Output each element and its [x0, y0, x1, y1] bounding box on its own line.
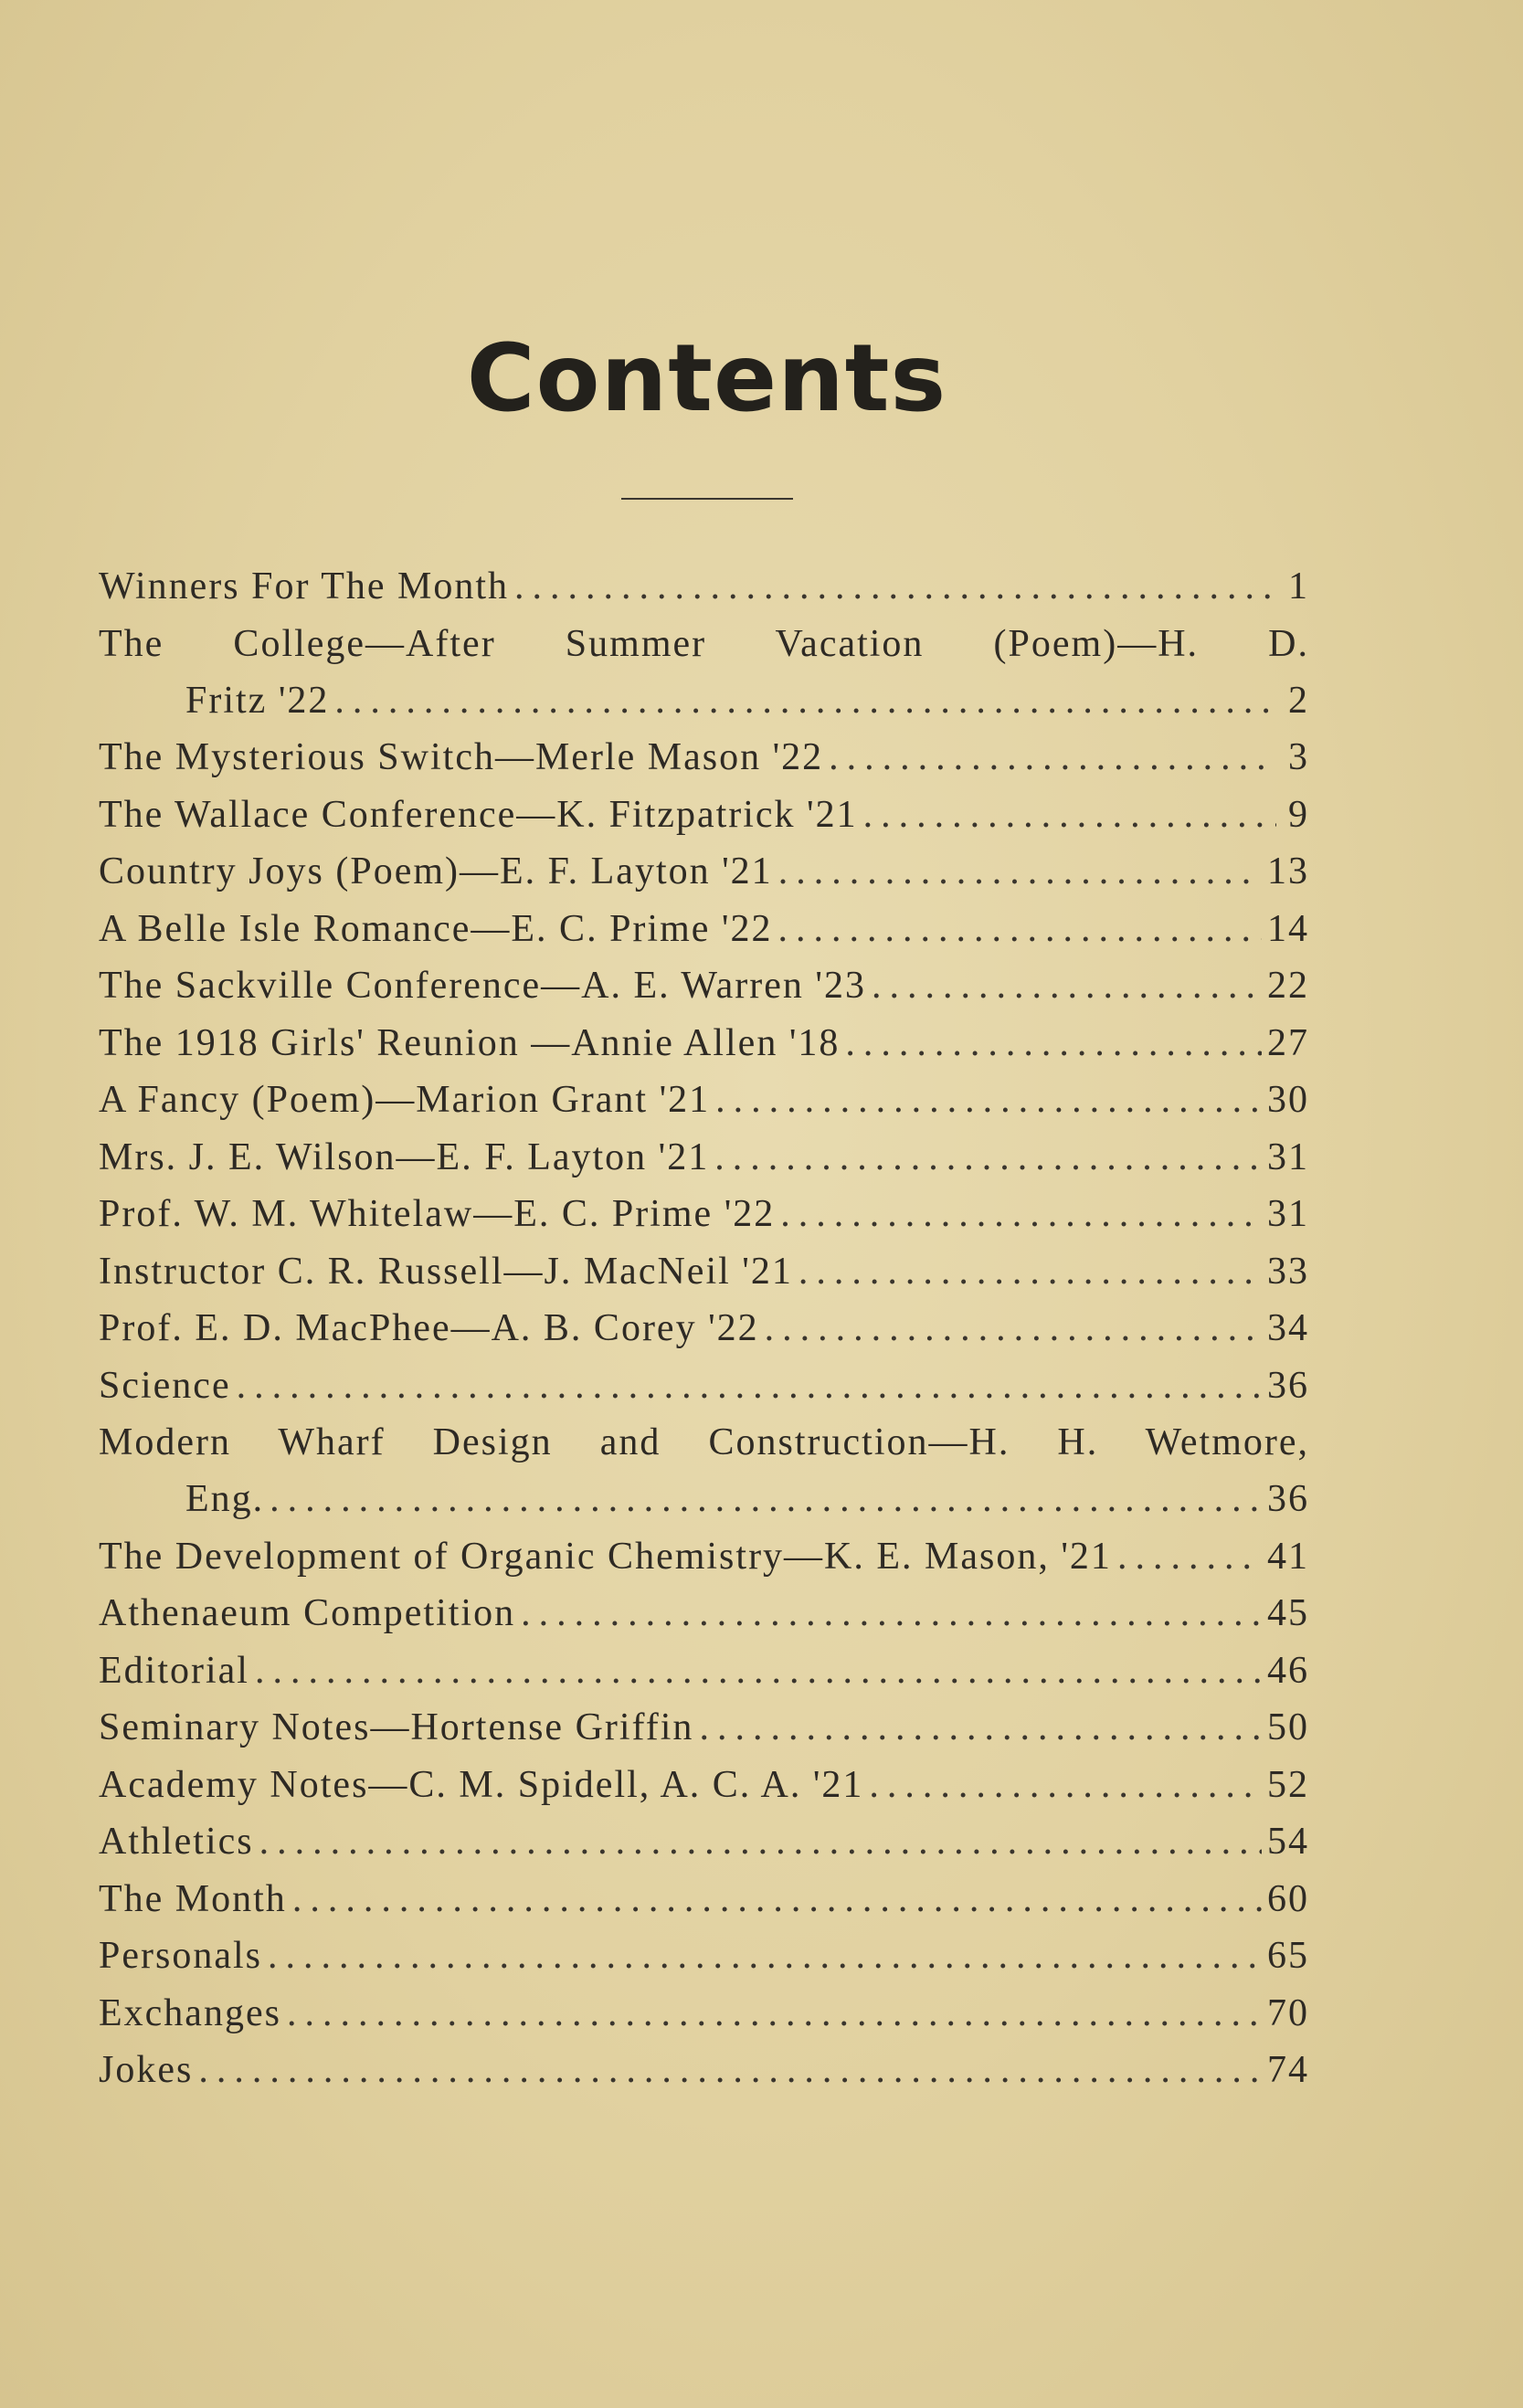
toc-entry-title: Personals — [99, 1935, 262, 1977]
dot-leader — [845, 1021, 1262, 1065]
toc-entry-page: 3 — [1288, 736, 1309, 778]
toc-entry-title: Fritz '22 — [185, 679, 330, 722]
table-of-contents — [99, 565, 1309, 2106]
dot-leader — [259, 1820, 1262, 1864]
toc-entry — [99, 907, 1309, 965]
toc-entry-title: Instructor C. R. Russell—J. MacNeil '21 — [99, 1250, 793, 1293]
toc-entry-title: Athenaeum Competition — [99, 1592, 516, 1634]
toc-entry-title: A Belle Isle Romance—E. C. Prime '22 — [99, 907, 773, 950]
toc-entry-title: The Development of Organic Chemistry—K. E. Mason, '21 — [99, 1535, 1112, 1578]
dot-leader — [198, 2048, 1262, 2092]
dot-leader — [699, 1706, 1262, 1749]
toc-entry — [99, 964, 1309, 1021]
dot-leader — [270, 1477, 1262, 1521]
toc-entry — [99, 1421, 1309, 1477]
dot-leader — [255, 1649, 1262, 1693]
toc-entry-page: 30 — [1267, 1079, 1309, 1121]
toc-entry-page: 45 — [1267, 1592, 1309, 1634]
toc-entry — [99, 1991, 1309, 2049]
dot-leader — [715, 1078, 1262, 1122]
toc-entry — [99, 1649, 1309, 1706]
dot-leader — [765, 1306, 1262, 1350]
toc-entry-continuation — [99, 1477, 1309, 1535]
toc-entry-title: The 1918 Girls' Reunion —Annie Allen '18 — [99, 1021, 841, 1064]
toc-entry — [99, 2048, 1309, 2106]
toc-entry — [99, 1934, 1309, 1991]
toc-entry — [99, 793, 1309, 850]
toc-entry-page: 13 — [1267, 850, 1309, 892]
toc-entry — [99, 1535, 1309, 1592]
toc-entry — [99, 622, 1309, 679]
toc-entry-page: 70 — [1267, 1991, 1309, 2034]
toc-entry-page: 14 — [1267, 907, 1309, 950]
toc-entry-title: The Sackville Conference—A. E. Warren '23 — [99, 965, 866, 1007]
toc-entry — [99, 565, 1309, 622]
toc-entry — [99, 1706, 1309, 1763]
toc-entry-title: Prof. E. D. MacPhee—A. B. Corey '22 — [99, 1307, 759, 1349]
toc-entry — [99, 1763, 1309, 1821]
toc-entry-page: 27 — [1267, 1021, 1309, 1064]
toc-entry-page: 2 — [1288, 679, 1309, 722]
toc-entry — [99, 1078, 1309, 1135]
toc-entry-page: 52 — [1267, 1763, 1309, 1806]
toc-entry-page: 65 — [1267, 1935, 1309, 1977]
dot-leader — [334, 679, 1276, 723]
toc-entry-page: 31 — [1267, 1193, 1309, 1235]
toc-entry — [99, 1021, 1309, 1079]
toc-entry-title: Modern Wharf Design and Construction—H. H. Wetmore, — [99, 1421, 1309, 1463]
toc-entry-title: Winners For The Month — [99, 565, 509, 607]
toc-entry-page: 60 — [1267, 1877, 1309, 1920]
dot-leader — [521, 1591, 1262, 1635]
toc-entry-title: A Fancy (Poem)—Marion Grant '21 — [99, 1079, 711, 1121]
toc-entry-title: Seminary Notes—Hortense Griffin — [99, 1706, 694, 1748]
toc-entry — [99, 850, 1309, 907]
toc-entry — [99, 1820, 1309, 1877]
dot-leader — [829, 735, 1276, 779]
toc-entry-continuation — [99, 679, 1309, 736]
toc-entry-title: The Wallace Conference—K. Fitzpatrick '21 — [99, 793, 858, 836]
toc-entry-page: 1 — [1288, 565, 1309, 607]
toc-entry-title: Country Joys (Poem)—E. F. Layton '21 — [99, 850, 773, 892]
toc-entry-title: Exchanges — [99, 1991, 281, 2034]
toc-entry-page: 54 — [1267, 1821, 1309, 1863]
toc-entry — [99, 1306, 1309, 1364]
dot-leader — [1117, 1535, 1262, 1579]
toc-entry-page: 34 — [1267, 1307, 1309, 1349]
toc-entry — [99, 1135, 1309, 1193]
toc-entry — [99, 1364, 1309, 1421]
toc-entry-title: Eng. — [185, 1478, 265, 1520]
toc-entry-title: Science — [99, 1364, 231, 1407]
dot-leader — [292, 1877, 1262, 1921]
toc-entry — [99, 1250, 1309, 1307]
toc-entry-page: 41 — [1267, 1535, 1309, 1578]
dot-leader — [777, 907, 1262, 951]
toc-entry-page: 46 — [1267, 1649, 1309, 1692]
dot-leader — [514, 565, 1276, 608]
toc-entry — [99, 735, 1309, 793]
toc-entry-title: Mrs. J. E. Wilson—E. F. Layton '21 — [99, 1135, 710, 1178]
toc-entry-title: Academy Notes—C. M. Spidell, A. C. A. '21 — [99, 1763, 864, 1806]
dot-leader — [869, 1763, 1262, 1807]
dot-leader — [778, 850, 1262, 893]
page-title: Contents — [466, 324, 947, 433]
toc-entry-title: The Month — [99, 1877, 287, 1920]
toc-entry — [99, 1591, 1309, 1649]
toc-entry-page: 74 — [1267, 2049, 1309, 2091]
toc-entry-title: The College—After Summer Vacation (Poem)—H. D. — [99, 622, 1309, 665]
dot-leader — [780, 1192, 1262, 1236]
toc-entry-title: Prof. W. M. Whitelaw—E. C. Prime '22 — [99, 1193, 776, 1235]
dot-leader — [268, 1934, 1262, 1978]
toc-entry-page: 36 — [1267, 1364, 1309, 1407]
toc-entry-title: The Mysterious Switch—Merle Mason '22 — [99, 736, 824, 778]
dot-leader — [799, 1250, 1262, 1294]
toc-entry-page: 36 — [1267, 1478, 1309, 1520]
toc-entry — [99, 1192, 1309, 1250]
toc-entry-page: 31 — [1267, 1135, 1309, 1178]
toc-entry-title: Editorial — [99, 1649, 249, 1692]
toc-entry-title: Athletics — [99, 1821, 254, 1863]
toc-entry-page: 9 — [1288, 793, 1309, 836]
toc-entry — [99, 1877, 1309, 1935]
toc-entry-page: 50 — [1267, 1706, 1309, 1748]
toc-entry-page: 22 — [1267, 965, 1309, 1007]
dot-leader — [714, 1135, 1262, 1179]
title-rule — [621, 498, 793, 500]
toc-entry-page: 33 — [1267, 1250, 1309, 1293]
dot-leader — [237, 1364, 1262, 1408]
dot-leader — [872, 964, 1262, 1008]
dot-leader — [287, 1991, 1262, 2035]
toc-entry-title: Jokes — [99, 2049, 194, 2091]
dot-leader — [863, 793, 1276, 837]
